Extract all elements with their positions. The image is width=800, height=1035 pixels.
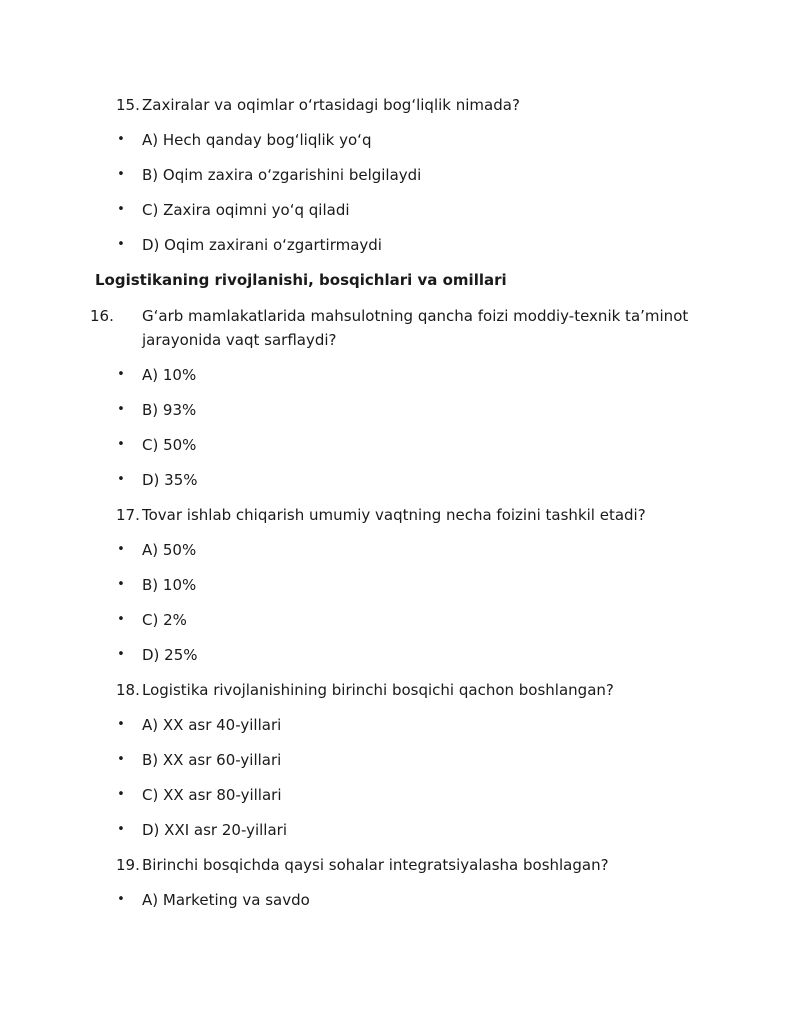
question-16 — [90, 304, 702, 352]
option-text: C) XX asr 80-yillari — [142, 786, 282, 804]
bullet-icon: • — [117, 542, 125, 557]
bullet-icon: • — [117, 167, 125, 182]
bullet-icon: • — [117, 647, 125, 662]
bullet-icon: • — [117, 577, 125, 592]
bullet-icon: • — [117, 132, 125, 147]
option-text: D) XXI asr 20-yillari — [142, 821, 287, 839]
question-15 — [116, 93, 696, 117]
option-text: C) 2% — [142, 611, 187, 629]
bullet-icon: • — [117, 822, 125, 837]
option-text: D) 25% — [142, 646, 198, 664]
question-text: Tovar ishlab chiqarish umumiy vaqtning necha foizini tashkil etadi? — [142, 506, 646, 524]
option-text: D) 35% — [142, 471, 198, 489]
bullet-icon: • — [117, 367, 125, 382]
option-text: A) Marketing va savdo — [142, 891, 310, 909]
option-text: A) 50% — [142, 541, 197, 559]
option-text: B) XX asr 60-yillari — [142, 751, 282, 769]
bullet-icon: • — [117, 752, 125, 767]
question-text: Birinchi bosqichda qaysi sohalar integratsiyalasha boshlagan? — [142, 856, 609, 874]
bullet-icon: • — [117, 237, 125, 252]
question-number: 18. — [116, 681, 140, 699]
question-text: Zaxiralar va oqimlar o‘rtasidagi bog‘liqlik nimada? — [142, 96, 520, 114]
question-number: 16. — [90, 307, 114, 325]
bullet-icon: • — [117, 612, 125, 627]
question-number: 19. — [116, 856, 140, 874]
question-number: 15. — [116, 96, 140, 114]
question-17 — [116, 503, 696, 527]
option-text: B) 93% — [142, 401, 197, 419]
bullet-icon: • — [117, 717, 125, 732]
bullet-icon: • — [117, 787, 125, 802]
section-heading: Logistikaning rivojlanishi, bosqichlari va omillari — [95, 271, 507, 289]
option-text: C) Zaxira oqimni yo‘q qiladi — [142, 201, 350, 219]
question-text: G‘arb mamlakatlarida mahsulotning qancha foizi moddiy-texnik ta’minot jarayonida vaqt sarflaydi? — [142, 307, 689, 349]
option-text: B) Oqim zaxira o‘zgarishini belgilaydi — [142, 166, 422, 184]
option-text: A) XX asr 40-yillari — [142, 716, 282, 734]
bullet-icon: • — [117, 472, 125, 487]
option-text: A) 10% — [142, 366, 197, 384]
bullet-icon: • — [117, 892, 125, 907]
option-text: D) Oqim zaxirani o‘zgartirmaydi — [142, 236, 382, 254]
bullet-icon: • — [117, 202, 125, 217]
question-number: 17. — [116, 506, 140, 524]
option-text: C) 50% — [142, 436, 197, 454]
question-18 — [116, 678, 696, 702]
option-text: B) 10% — [142, 576, 197, 594]
bullet-icon: • — [117, 402, 125, 417]
option-text: A) Hech qanday bog‘liqlik yo‘q — [142, 131, 372, 149]
question-19 — [116, 853, 696, 877]
question-text: Logistika rivojlanishining birinchi bosqichi qachon boshlangan? — [142, 681, 614, 699]
bullet-icon: • — [117, 437, 125, 452]
